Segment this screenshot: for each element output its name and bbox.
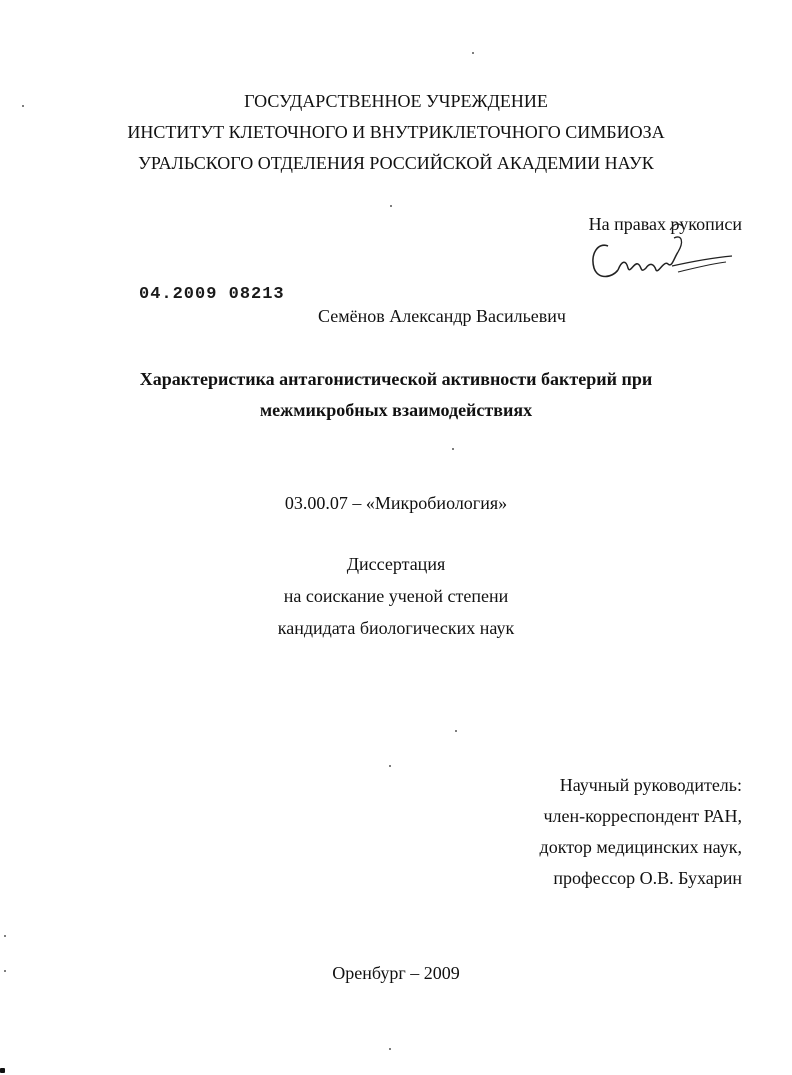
supervisor-title: член-корреспондент РАН, <box>543 806 742 826</box>
specialty-code: 03.00.07 – «Микробиология» <box>284 493 508 513</box>
dissertation-title-line-1: Характеристика антагонистической активности бактерий при <box>139 369 653 389</box>
thesis-degree-line-1: на соискание ученой степени <box>283 586 509 606</box>
supervisor-degree: доктор медицинских наук, <box>539 837 742 857</box>
scan-speck <box>4 970 6 972</box>
institution-line-1: ГОСУДАРСТВЕННОЕ УЧРЕЖДЕНИЕ <box>244 91 548 111</box>
scan-speck <box>4 935 6 937</box>
scan-speck <box>389 1048 391 1050</box>
scan-speck <box>452 448 454 450</box>
dissertation-title-line-2: межмикробных взаимодействиях <box>259 400 533 420</box>
thesis-type: Диссертация <box>346 554 446 574</box>
handwritten-signature <box>560 218 740 298</box>
scan-speck <box>472 52 474 54</box>
scan-speck <box>455 730 457 732</box>
thesis-degree-line-2: кандидата биологических наук <box>277 618 515 638</box>
catalog-number: 04.2009 08213 <box>139 285 285 304</box>
institution-line-2: ИНСТИТУТ КЛЕТОЧНОГО И ВНУТРИКЛЕТОЧНОГО СИМБИОЗА <box>127 122 665 142</box>
supervisor-name: профессор О.В. Бухарин <box>553 868 742 888</box>
supervisor-label: Научный руководитель: <box>559 775 742 795</box>
scan-speck <box>22 105 24 107</box>
author-name: Семёнов Александр Васильевич <box>318 306 566 326</box>
manuscript-note: На правах рукописи <box>588 214 742 234</box>
institution-line-3: УРАЛЬСКОГО ОТДЕЛЕНИЯ РОССИЙСКОЙ АКАДЕМИИ НАУК <box>138 153 654 173</box>
scan-speck <box>389 765 391 767</box>
city-year: Оренбург – 2009 <box>332 963 460 983</box>
scan-speck <box>0 1068 5 1073</box>
scan-speck <box>390 205 392 207</box>
